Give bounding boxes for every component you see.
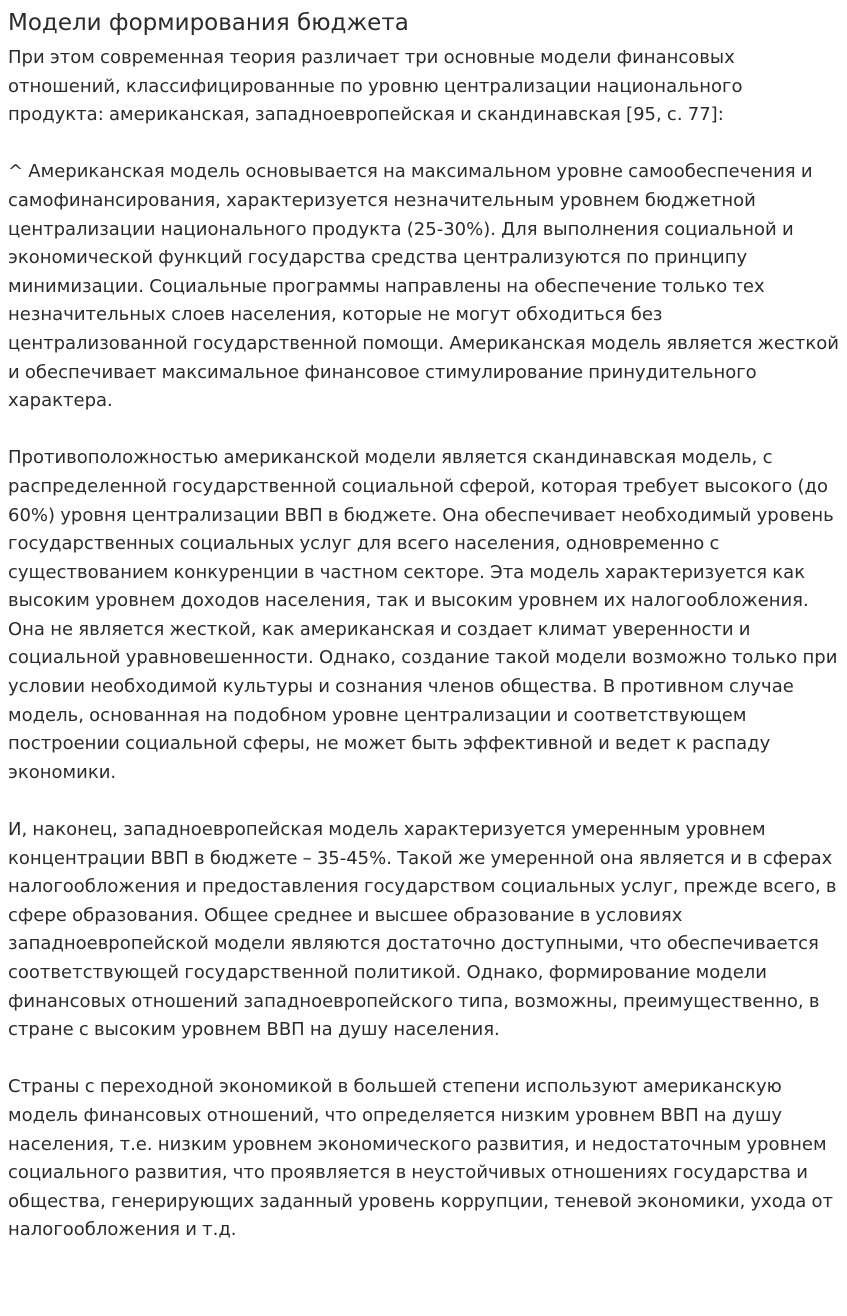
- paragraph-transition-economies: Страны с переходной экономикой в большей степени используют американскую модель финансовых отношений, что определяется низким уровнем ВВП на душу населения, т.е. низким уровнем экономического развития, и недостаточным уровнем социального развития, что проявляется в неустойчивых отношениях государства и общества, генерирующих заданный уровень коррупции, теневой экономики, ухода от налогообложения и т.д.: [8, 1076, 834, 1241]
- paragraph-gap: [8, 130, 839, 159]
- paragraph-gap: [8, 1045, 839, 1074]
- paragraph-gap: [8, 787, 839, 816]
- paragraph-west-european-model: И, наконец, западноевропейская модель характеризуется умеренным уровнем концентрации ВВП в бюджете – 35-45%. Такой же умеренной она является и в сферах налогообложения и предоставления государством социальных услуг, прежде всего, в сфере образования. Общее среднее и высшее образование в условиях западноевропейской модели являются достаточно доступными, что обеспечивается соответствующей государственной политикой. Однако, формирование модели финансовых отношений западноевропейского типа, возможны, преимущественно, в стране с высоким уровнем ВВП на душу населения.: [8, 819, 837, 1041]
- paragraph-american-model: ^ Американская модель основывается на максимальном уровне самообеспечения и самофинансирования, характеризуется незначительным уровнем бюджетной централизации национального продукта (25-30%). Для выполнения социальной и экономической функций государства средства централизуются по принципу минимизации. Социальные программы направлены на обеспечение только тех незначительных слоев населения, которые не могут обходиться без централизованной государственной помощи. Американская модель является жесткой и обеспечивает максимальное финансовое стимулирование принудительного характера.: [8, 161, 839, 412]
- paragraph-gap: [8, 416, 839, 445]
- paragraph-intro: При этом современная теория различает три основные модели финансовых отношений, классифицированные по уровню централизации национального продукта: американская, западноевропейская и скандинавская [95, с. 77]:: [8, 47, 743, 126]
- page-title: Модели формирования бюджета: [8, 10, 409, 36]
- paragraph-scandinavian-model: Противоположностью американской модели является скандинавская модель, с распределенной государственной социальной сферой, которая требует высокого (до 60%) уровня централизации ВВП в бюджете. Она обеспечивает необходимый уровень государственных социальных услуг для всего населения, одновременно с существованием конкуренции в частном секторе. Эта модель характеризуется как высоким уровнем доходов населения, так и высоким уровнем их налогообложения. Она не является жесткой, как американская и создает климат уверенности и социальной уравновешенности. Однако, создание такой модели возможно только при условии необходимой культуры и сознания членов общества. В противном случае модель, основанная на подобном уровне централизации и соответствующем построении социальной сферы, не может быть эффективной и ведет к распаду экономики.: [8, 447, 838, 783]
